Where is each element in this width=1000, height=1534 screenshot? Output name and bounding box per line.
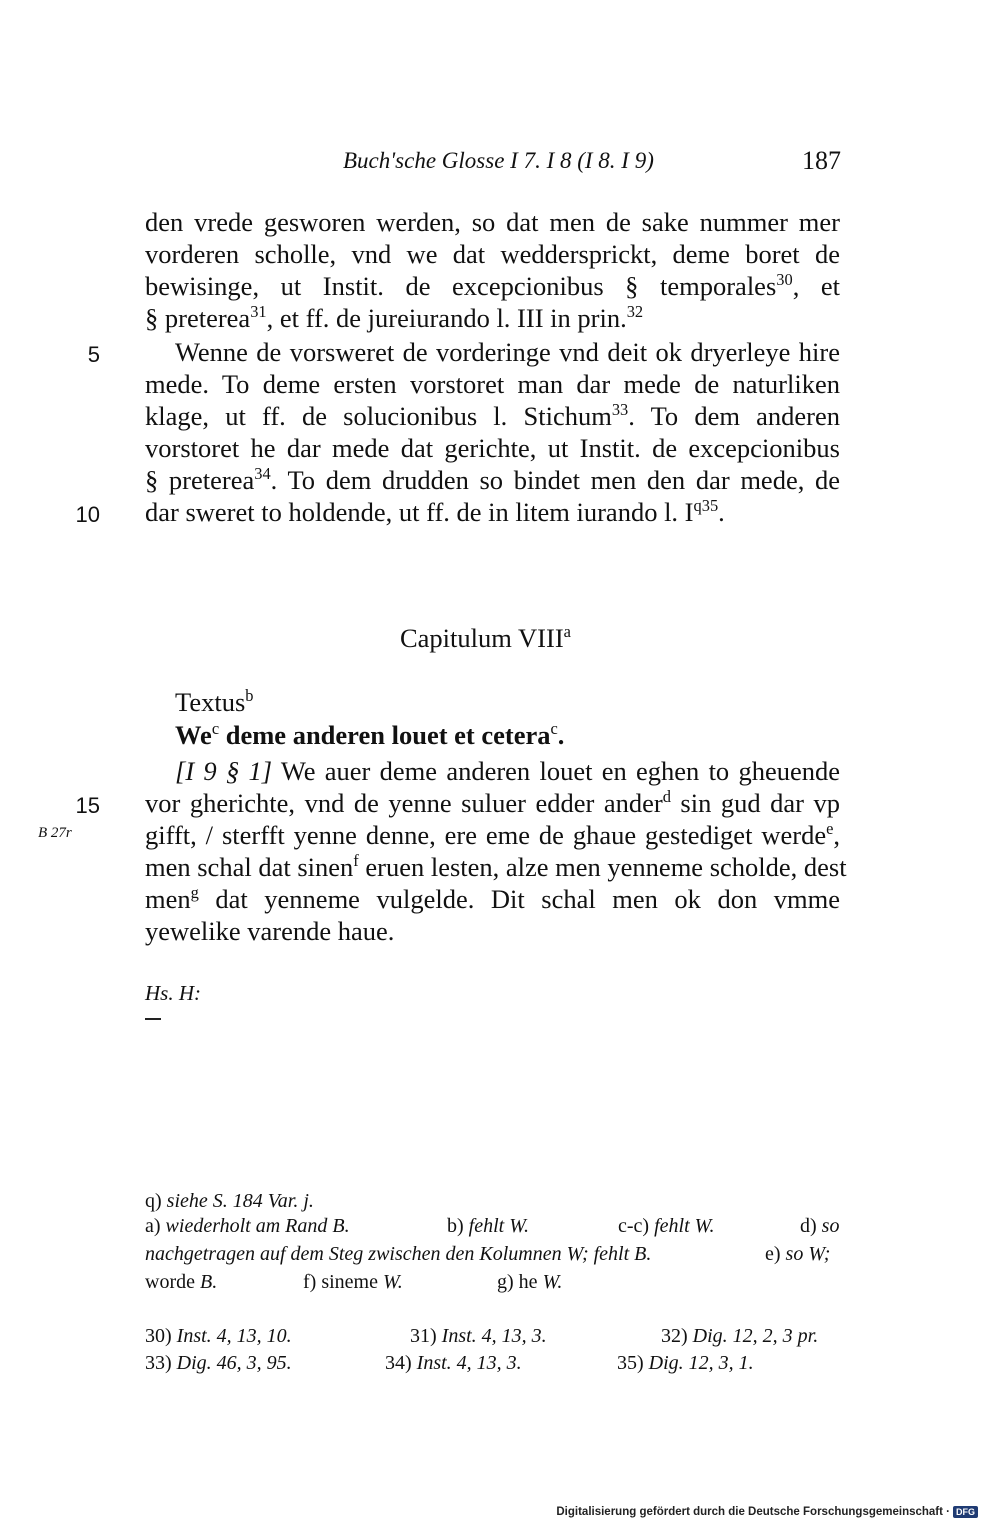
footnote-label: a) [145, 1215, 161, 1237]
variant-ref: b [245, 686, 254, 706]
footnote-g [497, 1271, 562, 1294]
footnote-label: d) [800, 1215, 817, 1237]
line-number: 10 [75, 502, 100, 527]
textus-heading [175, 687, 254, 718]
footnote-ref: 30 [776, 270, 793, 290]
ref-footnote [410, 1325, 547, 1348]
text-span: gifft, / sterfft yenne denne, ere eme de ghaue gestediget werde [145, 820, 827, 850]
text-span: § preterea [145, 303, 251, 333]
line-number: 5 [87, 342, 100, 367]
footnote-label: f) [303, 1271, 317, 1293]
footnote-label: e) [765, 1243, 781, 1265]
text-line [145, 819, 840, 851]
text-span: , et ff. de jureiurando l. III in prin. [266, 303, 627, 333]
variant-ref: g [190, 883, 199, 903]
footnote-label: b) [447, 1215, 464, 1237]
dash-divider [145, 1018, 161, 1020]
footnote-d-continued: nachgetragen auf dem Steg zwischen den Kolumnen W; fehlt B. [145, 1243, 652, 1265]
footnote-ref: 34 [254, 464, 271, 484]
text-span: vor gherichte, vnd de yenne suluer edder ander [145, 788, 663, 818]
footnote-text: worde [145, 1271, 200, 1293]
text-span: dat yenneme vulgelde. Dit schal men ok don vmme [198, 884, 840, 914]
lemma [175, 720, 564, 751]
ref-number: 30) [145, 1325, 172, 1347]
footnote-ref: 32 [626, 302, 644, 322]
footnote-text: wiederholt am Rand B. [165, 1215, 350, 1237]
ref-footnote [661, 1325, 818, 1348]
line-number: 15 [75, 793, 100, 818]
variant-ref: c [550, 719, 558, 739]
ref-number: 33) [145, 1352, 172, 1374]
text-line: yewelike varende haue. [145, 916, 395, 946]
footnote-label: g) [497, 1271, 514, 1293]
variant-ref: e [826, 819, 834, 839]
ref-number: 35) [617, 1352, 644, 1374]
ref-text: Dig. 12, 3, 1. [648, 1352, 754, 1374]
footnote-a [145, 1215, 350, 1238]
text-line: den vrede gesworen werden, so dat men de sake nummer mer [145, 207, 840, 237]
footnote-label: c-c) [618, 1215, 650, 1237]
footnote-label: q) [145, 1190, 162, 1212]
chapter-title-text: Capitulum VIII [400, 623, 564, 653]
ref-footnote [617, 1352, 754, 1375]
footnote-text: B. [199, 1271, 218, 1293]
text-span: We auer deme anderen louet en eghen to gheuende [272, 756, 840, 786]
footnote-ref: 33 [611, 400, 629, 420]
dfg-logo: DFG [953, 1506, 978, 1518]
footnote-cc [618, 1215, 714, 1238]
text-span: klage, ut ff. de solucionibus l. Stichum [145, 401, 612, 431]
page-number: 187 [802, 146, 841, 175]
text-line: vorstoret he dar mede dat gerichte, ut Instit. de excepcionibus [145, 433, 840, 463]
ref-footnote [145, 1325, 292, 1348]
text-span: , [833, 820, 840, 850]
margin-note: B 27r [38, 825, 72, 841]
ref-text: Inst. 4, 13, 3. [416, 1352, 522, 1374]
ref-number: 34) [385, 1352, 412, 1374]
funding-credit [556, 1506, 978, 1518]
footnote-text: fehlt W. [654, 1215, 715, 1237]
text-span: eruen lesten, alze men yenneme scholde, dest [358, 852, 847, 882]
footnote-text: so [821, 1215, 840, 1237]
text-line [145, 851, 847, 883]
text-line [145, 496, 840, 528]
footnote-text: he [513, 1271, 543, 1293]
footnote-e-continued [145, 1271, 217, 1294]
chapter-title [400, 623, 571, 654]
text-span: bewisinge, ut Instit. de excepcionibus § temporales [145, 271, 777, 301]
footnote-text: fehlt W. [468, 1215, 530, 1237]
text-line [145, 464, 840, 496]
text-line [145, 883, 840, 915]
footnote-text: siehe S. 184 Var. j. [166, 1190, 314, 1212]
text-span: . To dem anderen [628, 401, 841, 431]
lemma-text: We [175, 720, 212, 750]
running-title: Buch'sche Glosse I 7. I 8 (I 8. I 9) [343, 148, 654, 173]
footnote-ref: q35 [693, 496, 719, 516]
footnote-text: sineme [316, 1271, 383, 1293]
ref-text: Inst. 4, 13, 10. [176, 1325, 292, 1347]
footnote-ref: 31 [250, 302, 267, 322]
text-line [145, 270, 840, 302]
ref-text: Inst. 4, 13, 3. [441, 1325, 547, 1347]
ref-number: 32) [661, 1325, 688, 1347]
ref-text: Dig. 12, 2, 3 pr. [692, 1325, 819, 1347]
text-span: . [718, 497, 725, 527]
footnote-text: so W; [785, 1243, 831, 1265]
footnote-b [447, 1215, 529, 1238]
text-line: Wenne de vorsweret de vorderinge vnd deit ok dryerleye hire [175, 337, 840, 367]
variant-ref: d [662, 787, 671, 807]
ref-footnote [385, 1352, 522, 1375]
footnote-text: W. [382, 1271, 403, 1293]
ref-text: Dig. 46, 3, 95. [176, 1352, 292, 1374]
text-span: men [145, 884, 191, 914]
text-line: vorderen scholle, vnd we dat weddersprickt, deme boret de [145, 239, 840, 269]
text-span: men schal dat sinen [145, 852, 354, 882]
footnote-f [303, 1271, 403, 1294]
source-reference: [I 9 § 1] [175, 756, 273, 786]
footnote-e [765, 1243, 830, 1266]
lemma-text: . [557, 720, 565, 750]
footnote-d [800, 1215, 839, 1238]
text-line [145, 400, 840, 432]
manuscript-label: Hs. H: [145, 981, 201, 1005]
text-line [145, 302, 840, 334]
funding-credit-text: Digitalisierung gefördert durch die Deutsche Forschungsgemeinschaft · [556, 1506, 950, 1518]
text-line [145, 787, 840, 819]
text-line [175, 755, 840, 787]
footnote-q [145, 1190, 314, 1213]
ref-footnote [145, 1352, 292, 1375]
text-span: sin gud dar vp [670, 788, 841, 818]
ref-number: 31) [410, 1325, 437, 1347]
text-span: , et [792, 271, 840, 301]
lemma-text: deme anderen louet et cetera [219, 720, 551, 750]
variant-ref: f [353, 851, 359, 871]
text-span: § preterea [145, 465, 255, 495]
text-line: mede. To deme ersten vorstoret man dar mede de naturliken [145, 369, 840, 399]
variant-ref: a [563, 622, 571, 642]
text-span: . To dem drudden so bindet men den dar mede, de [270, 465, 841, 495]
textus-text: Textus [175, 687, 246, 717]
text-span: dar sweret to holdende, ut ff. de in litem iurando l. I [145, 497, 694, 527]
footnote-text: W. [542, 1271, 563, 1293]
variant-ref: c [211, 719, 220, 739]
